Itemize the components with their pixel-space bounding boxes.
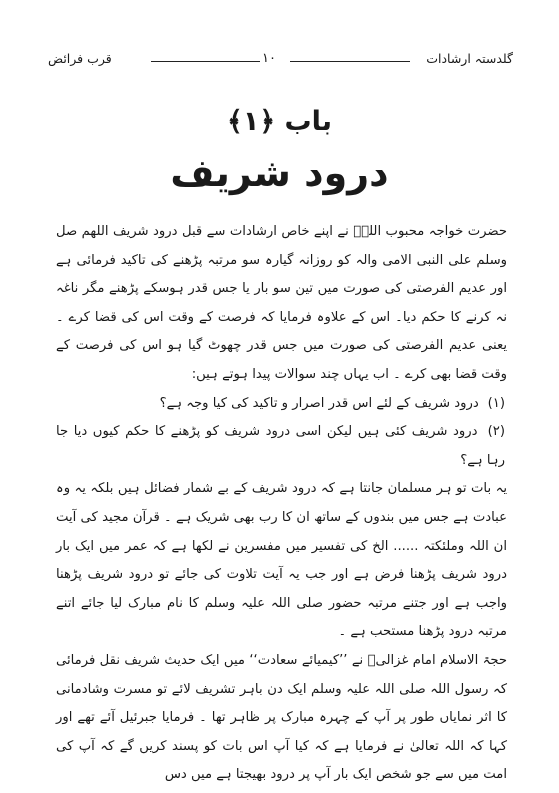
question-marker: (۱) <box>487 395 505 411</box>
body-text <box>56 218 507 790</box>
paragraph: حضرت خواجہ محبوب اللہؒ نے اپنے خاص ارشادات سے قبل درود شریف اللھم صل وسلم علی النبی الامی والہ کو روزانہ گیارہ سو مرتبہ پڑھنے کی تاکید فرمائی ہے اور عدیم الفرصتی کی صورت میں تین سو بار یا جس قدر ہوسکے پڑھنے مگر ناغہ نہ کرنے کا حکم دیا۔ اس کے علاوہ فرمایا کہ فرصت کے وقت اس کی قضا کرے ۔ یعنی عدیم الفرصتی کی صورت میں جس قدر چھوٹ گیا ہو اس کی فرصت کے وقت قضا بھی کرے ۔ اب یہاں چند سوالات پیدا ہوتے ہیں: <box>56 224 507 382</box>
paragraph: یہ بات تو ہر مسلمان جانتا ہے کہ درود شریف کے بے شمار فضائل ہیں بلکہ یہ وہ عبادت ہے جس میں بندوں کے ساتھ ان کا رب بھی شریک ہے ۔ قرآن مجید کی آیت ان اللہ وملئکتہ ...... الخ کی تفسیر میں مفسرین نے لکھا ہے کہ عمر میں ایک بار درود شریف پڑھنا فرض ہے اور جب یہ آیت تلاوت کی جائے تو درود شریف پڑھنا واجب ہے اور جتنے مرتبہ حضور صلی اللہ علیہ وسلم کا نام مبارک لیا جائے اتنے مرتبہ درود پڑھنا مستحب ہے ۔ <box>56 481 507 640</box>
paragraph: حجۃ الاسلام امام غزالیؒ نے ’’کیمیائے سعادت‘‘ میں ایک حدیث شریف نقل فرمائی کہ رسول اللہ صلی اللہ علیہ وسلم ایک دن باہر تشریف لائے تو مسرت وشادمانی کا اثر نمایاں طور پر آپ کے چہرہ مبارک پر ظاہر تھا ۔ فرمایا جبرئیل آئے تھے اور کہا کہ اللہ تعالیٰ نے فرمایا ہے کہ کیا آپ اس بات کو پسند کریں گے کہ آپ کی امت میں سے جو شخص ایک بار آپ پر درود بھیجتا ہے میں دس <box>56 652 507 783</box>
question-item <box>56 418 507 475</box>
running-header <box>46 42 515 66</box>
chapter-label: باب ﴿۱﴾ <box>227 106 332 137</box>
question-text: درود شریف کئی ہیں لیکن اسی درود شریف کو پڑھنے کا حکم کیوں دیا جا رہا ہے؟ <box>56 424 505 468</box>
chapter-title: درود شریف <box>170 151 389 195</box>
header-rule-right <box>290 61 410 62</box>
question-item <box>56 390 507 419</box>
header-section-title: قرب فرائض <box>48 51 112 66</box>
page-number: ۱۰ <box>262 51 276 66</box>
question-marker: (۲) <box>487 424 505 440</box>
question-text: درود شریف کے لئے اس قدر اصرار و تاکید کی کیا وجہ ہے؟ <box>159 395 479 411</box>
header-book-title: گلدستہ ارشادات <box>426 51 513 66</box>
header-rule-left <box>151 61 271 62</box>
